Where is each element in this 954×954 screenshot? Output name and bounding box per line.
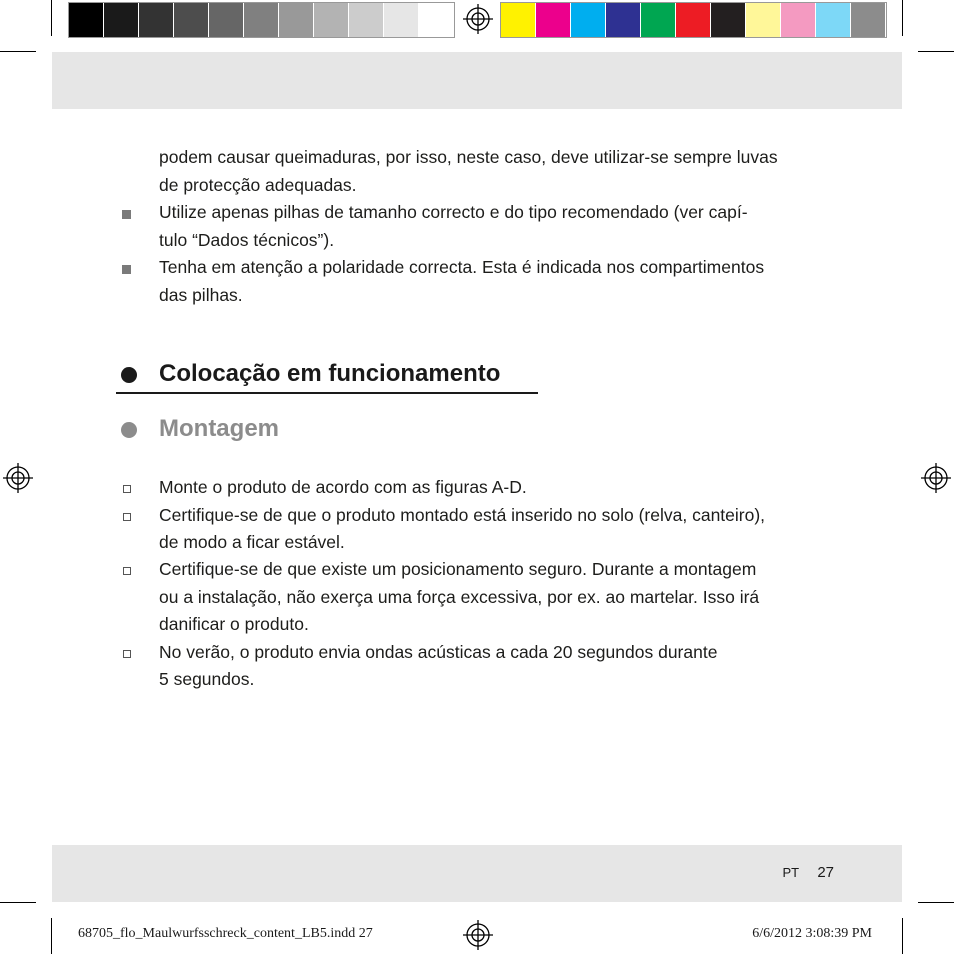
heading-bullet-icon <box>121 422 137 438</box>
crop-mark <box>51 0 52 36</box>
crop-mark <box>0 51 36 52</box>
crop-mark <box>918 51 954 52</box>
list-item-line: No verão, o produto envia ondas acústicas a cada 20 segundos durante <box>159 642 718 662</box>
color-swatch <box>244 3 279 37</box>
registration-mark-icon <box>463 4 493 34</box>
list-item-line: Monte o produto de acordo com as figuras A-D. <box>159 477 527 497</box>
color-swatch <box>349 3 384 37</box>
list-item-line: Certifique-se de que existe um posicionamento seguro. Durante a montagem <box>159 559 757 579</box>
file-slug: 68705_flo_Maulwurfsschreck_content_LB5.indd 27 <box>78 926 373 941</box>
color-swatch <box>641 3 676 37</box>
list-item-line: Tenha em atenção a polaridade correcta. Esta é indicada nos compartimentos <box>159 257 765 277</box>
subsection-heading: Montagem <box>159 415 279 442</box>
checkbox-bullet-icon <box>123 485 131 493</box>
list-item-line: das pilhas. <box>159 285 243 305</box>
registration-mark-icon <box>921 463 951 493</box>
color-swatch <box>571 3 606 37</box>
color-swatch <box>314 3 349 37</box>
color-swatch <box>384 3 419 37</box>
registration-mark-icon <box>463 920 493 950</box>
header-band <box>52 52 902 109</box>
color-swatch <box>536 3 571 37</box>
color-swatch <box>606 3 641 37</box>
checkbox-bullet-icon <box>123 513 131 521</box>
process-color-bar <box>500 2 887 38</box>
heading-underline <box>116 392 538 394</box>
color-swatch <box>816 3 851 37</box>
section-heading: Colocação em funcionamento <box>159 360 501 387</box>
list-item-line: Certifique-se de que o produto montado está inserido no solo (relva, canteiro), <box>159 505 766 525</box>
color-swatch <box>676 3 711 37</box>
checkbox-bullet-icon <box>123 650 131 658</box>
color-swatch <box>139 3 174 37</box>
list-item-line: 5 segundos. <box>159 669 255 689</box>
color-swatch <box>419 3 454 37</box>
crop-mark <box>51 918 52 954</box>
color-swatch <box>209 3 244 37</box>
list-item-line: ou a instalação, não exerça uma força excessiva, por ex. ao martelar. Isso irá <box>159 587 760 607</box>
date-slug: 6/6/2012 3:08:39 PM <box>752 926 872 941</box>
color-swatch <box>279 3 314 37</box>
grayscale-color-bar <box>68 2 455 38</box>
bullet-square-icon <box>122 265 131 274</box>
color-swatch <box>174 3 209 37</box>
paragraph-line: podem causar queimaduras, por isso, neste caso, deve utilizar-se sempre luvas <box>159 147 778 167</box>
list-item-line: tulo “Dados técnicos”). <box>159 230 335 250</box>
color-swatch <box>711 3 746 37</box>
language-code: PT <box>782 865 800 880</box>
crop-mark <box>918 902 954 903</box>
checkbox-bullet-icon <box>123 567 131 575</box>
registration-mark-icon <box>3 463 33 493</box>
list-item-line: de modo a ficar estável. <box>159 532 345 552</box>
color-swatch <box>851 3 886 37</box>
color-swatch <box>746 3 781 37</box>
list-item-line: danificar o produto. <box>159 614 309 634</box>
list-item-line: Utilize apenas pilhas de tamanho correcto e do tipo recomendado (ver capí- <box>159 202 748 222</box>
page-number-value: 27 <box>817 864 834 881</box>
paragraph-line: de protecção adequadas. <box>159 175 357 195</box>
heading-bullet-icon <box>121 367 137 383</box>
crop-mark <box>0 902 36 903</box>
color-swatch <box>104 3 139 37</box>
color-swatch <box>69 3 104 37</box>
crop-mark <box>902 0 903 36</box>
color-swatch <box>781 3 816 37</box>
bullet-square-icon <box>122 210 131 219</box>
crop-mark <box>902 918 903 954</box>
color-swatch <box>501 3 536 37</box>
page-number <box>769 864 834 881</box>
